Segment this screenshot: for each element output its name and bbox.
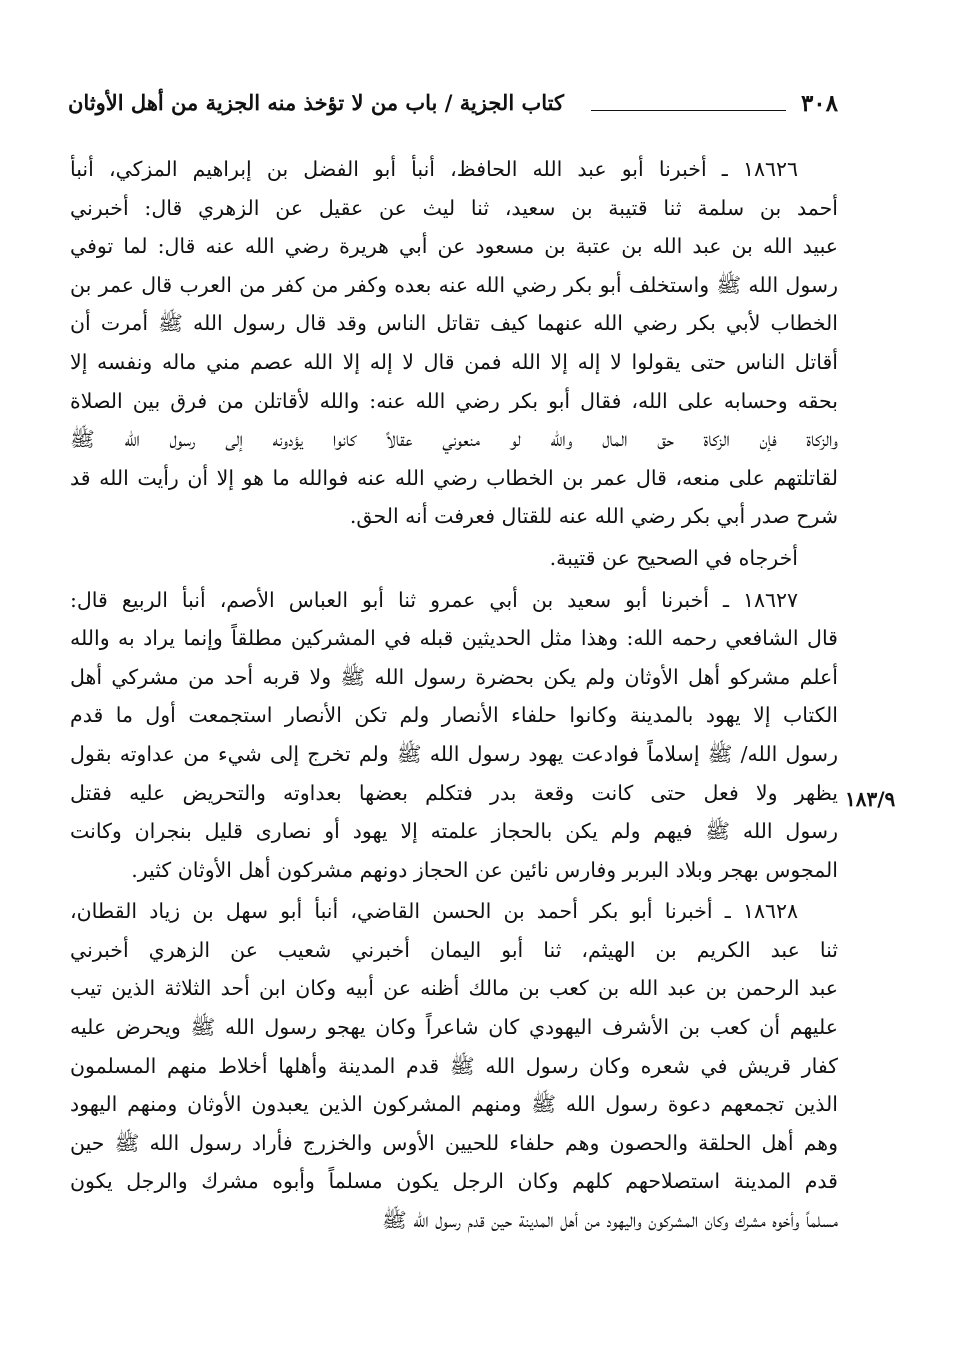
text-line: رسول الله ﷺ واستخلف أبو بكر رضي الله عنه بعده وكفر من كفر من العرب قال عمر بن	[70, 272, 838, 297]
text-line: شرح صدر أبي بكر رضي الله عنه للقتال فعرفت أنه الحق.	[349, 504, 838, 529]
text-line: عبد الرحمن بن عبد الله بن كعب بن مالك أظنه عن أبيه وكان ابن أحد الثلاثة الذين تيب	[70, 976, 838, 1001]
text-line: الخطاب لأبي بكر رضي الله عنهما كيف تقاتل الناس وقد قال رسول الله ﷺ أمرت أن	[70, 311, 838, 336]
margin-reference: ١٨٣/٩	[845, 787, 896, 811]
text-line: الذين تجمعهم دعوة رسول الله ﷺ ومنهم المشركون الذين يعبدون الأوثان ومنهم اليهود	[70, 1092, 838, 1117]
text-line: عبيد الله بن عبد الله بن عتبة بن مسعود عن أبي هريرة رضي الله عنه قال: لما توفي	[70, 234, 838, 259]
text-line: أحمد بن سلمة ثنا قتيبة بن سعيد، ثنا ليث عن عقيل عن الزهري قال: أخبرني	[70, 195, 838, 220]
text-line: ١٨٦٢٨ ـ أخبرنا أبو بكر أحمد بن الحسن القاضي، أنبأ أبو سهل بن زياد القطان،	[70, 899, 798, 924]
page-header	[68, 88, 838, 128]
text-line: أخرجاه في الصحيح عن قتيبة.	[549, 545, 798, 570]
header-rule	[591, 110, 786, 111]
paragraph	[70, 892, 838, 1239]
text-line: مسلماً وأخوه مشرك وكان المشركون واليهود من أهل المدينة حين قدم رسول الله ﷺ	[382, 1208, 838, 1233]
text-line: قال الشافعي رحمه الله: وهذا مثل الحديثين قبله في المشركين مطلقاً وإنما يراد به والله	[70, 626, 838, 651]
text-line: رسول الله/ ﷺ إسلاماً فوادعت يهود رسول الله ﷺ ولم تخرج إلى شيء من عداوته بقول	[70, 741, 838, 766]
text-line: قدم المدينة استصلاحهم كلهم وكان الرجل يكون مسلماً وأبوه مشرك والرجل يكون	[70, 1169, 838, 1194]
text-line: أعلم مشركو أهل الأوثان ولم يكن بحضرة رسول الله ﷺ ولا قربه أحد من مشركي أهل	[70, 664, 838, 689]
text-line: الكتاب إلا يهود بالمدينة وكانوا حلفاء الأنصار ولم تكن الأنصار استجمعت أول ما قدم	[70, 703, 838, 728]
text-line: يظهر ولا فعل حتى كانت وقعة بدر فتكلم بعضها بعداوته والتحريض عليه فقتل	[70, 780, 838, 805]
paragraph	[70, 581, 838, 890]
paragraph	[70, 150, 838, 536]
text-line: عليهم أن كعب بن الأشرف اليهودي كان شاعراً وكان يهجو رسول الله ﷺ ويحرض عليه	[70, 1015, 838, 1040]
text-line: أقاتل الناس حتى يقولوا لا إله إلا الله فمن قال لا إله إلا الله عصم مني ماله ونفسه إلا	[70, 349, 838, 374]
text-line: والزكاة فإن الزكاة حق المال والله لو منعوني عقالاً كانوا يؤدونه إلى رسول الله ﷺ	[70, 427, 838, 452]
text-line: ١٨٦٢٧ ـ أخبرنا أبو سعيد بن أبي عمرو ثنا أبو العباس الأصم، أنبأ الربيع قال:	[70, 587, 798, 612]
text-line: وهم أهل الحلقة والحصون وهم حلفاء للحيين الأوس والخزرج فأراد رسول الله ﷺ حين	[70, 1130, 838, 1155]
text-line: رسول الله ﷺ فيهم ولم يكن بالحجاز علمته إلا يهود أو نصارى قليل بنجران وكانت	[70, 819, 838, 844]
page-number: ٣٠٨	[800, 90, 838, 117]
text-line: المجوس بهجر وبلاد البربر وفارس نائين عن الحجاز دونهم مشركون أهل الأوثان كثير.	[131, 857, 838, 882]
text-line: ١٨٦٢٦ ـ أخبرنا أبو عبد الله الحافظ، أنبأ أبو الفضل بن إبراهيم المزكي، أنبأ	[70, 157, 798, 181]
paragraph	[70, 539, 838, 578]
running-title: كتاب الجزية / باب من لا تؤخذ منه الجزية من أهل الأوثان	[68, 90, 564, 115]
text-line: لقاتلتهم على منعه، قال عمر بن الخطاب رضي الله عنه فوالله ما هو إلا أن رأيت الله قد	[70, 465, 838, 490]
text-line: كفار قريش في شعره وكان رسول الله ﷺ قدم المدينة وأهلها أخلاط منهم المسلمون	[70, 1053, 838, 1078]
body-text	[70, 150, 838, 1243]
text-line: بحقه وحسابه على الله، فقال أبو بكر رضي الله عنه: والله لأقاتلن من فرق بين الصلاة	[70, 388, 838, 413]
text-line: ثنا عبد الكريم بن الهيثم، ثنا أبو اليمان أخبرني شعيب عن الزهري أخبرني	[70, 937, 838, 962]
